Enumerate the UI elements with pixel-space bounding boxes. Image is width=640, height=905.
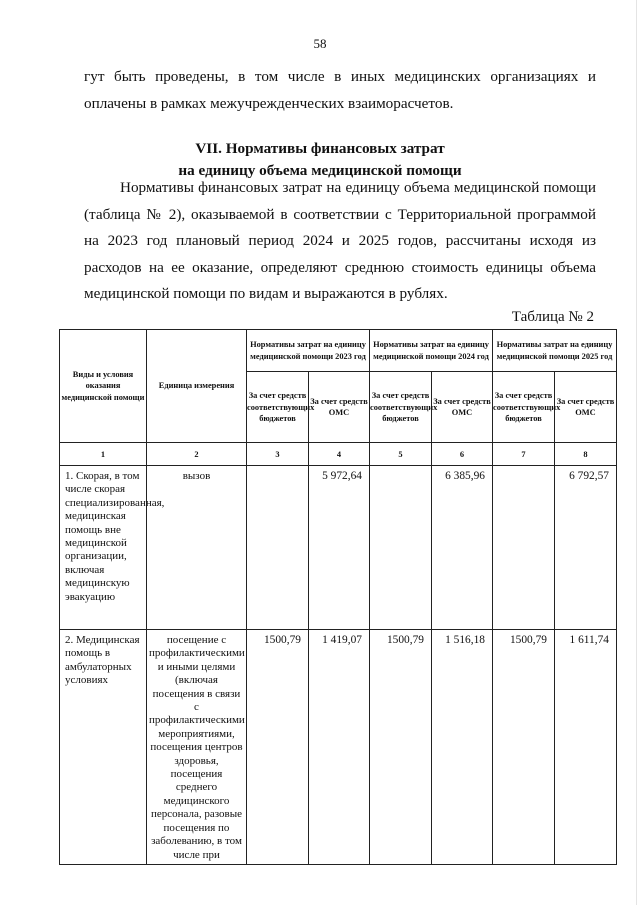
table-row (60, 630, 617, 865)
row-oms-2025: 6 792,57 (555, 466, 617, 630)
header-oms-2024: За счет средств ОМС (432, 372, 493, 443)
row-budget-2023 (247, 466, 309, 630)
section-title-line1: VII. Нормативы финансовых затрат (195, 140, 445, 157)
table-caption: Таблица № 2 (511, 309, 594, 325)
row-budget-2023: 1500,79 (247, 630, 309, 865)
header-oms-2025: За счет средств ОМС (555, 372, 617, 443)
row-budget-2025 (493, 466, 555, 630)
header-group-2025: Нормативы затрат на единицу медицинской помощи 2025 год (493, 330, 617, 372)
row-oms-2023: 1 419,07 (309, 630, 370, 865)
section-title-line2: на единицу объема медицинской помощи (178, 162, 462, 179)
row-budget-2025: 1500,79 (493, 630, 555, 865)
col-number: 8 (555, 443, 617, 466)
header-budget-2025: За счет средств соответствующих бюджетов (493, 372, 555, 443)
col-number: 1 (60, 443, 147, 466)
row-oms-2024: 6 385,96 (432, 466, 493, 630)
header-types: Виды и условия оказания медицинской помощи (60, 330, 147, 443)
page-number: 58 (313, 36, 327, 51)
row-unit: вызов (147, 466, 247, 630)
row-oms-2023: 5 972,64 (309, 466, 370, 630)
row-oms-2024: 1 516,18 (432, 630, 493, 865)
row-unit: посещение с профилактическими и иными целями (включая посещения в связи с профилактическими мероприятиями, посещения центров здоровья, посещения среднего медицинского персонала, разовые посещения по заболеванию, в том числе при (147, 630, 247, 865)
header-unit: Единица измерения (147, 330, 247, 443)
table-row (60, 466, 617, 630)
col-number: 6 (432, 443, 493, 466)
row-type: 1. Скорая, в том числе скорая специализированная, медицинская помощь вне медицинской организации, включая медицинскую эвакуацию (60, 466, 147, 630)
header-budget-2023: За счет средств соответствующих бюджетов (247, 372, 309, 443)
row-budget-2024: 1500,79 (370, 630, 432, 865)
section-paragraph: Нормативы финансовых затрат на единицу объема медицинской помощи (таблица № 2), оказываемой в соответствии с Территориальной программой на 2023 год плановый период 2024 и 2025 годов, рассчитаны исходя из расходов на ее оказание, определяют среднюю стоимость единицы объема медицинской помощи по видам и выражаются в рублях. (84, 179, 596, 303)
col-number: 5 (370, 443, 432, 466)
header-group-2023: Нормативы затрат на единицу медицинской помощи 2023 год (247, 330, 370, 372)
row-type: 2. Медицинская помощь в амбулаторных условиях (60, 630, 147, 865)
scan-edge-line (636, 0, 637, 905)
header-group-2024: Нормативы затрат на единицу медицинской помощи 2024 год (370, 330, 493, 372)
row-budget-2024 (370, 466, 432, 630)
continuation-paragraph: гут быть проведены, в том числе в иных медицинских организациях и оплачены в рамках межучрежденческих взаиморасчетов. (84, 68, 596, 112)
col-number: 4 (309, 443, 370, 466)
row-oms-2025: 1 611,74 (555, 630, 617, 865)
header-oms-2023: За счет средств ОМС (309, 372, 370, 443)
norms-table (59, 329, 617, 865)
header-budget-2024: За счет средств соответствующих бюджетов (370, 372, 432, 443)
col-number: 3 (247, 443, 309, 466)
col-number: 2 (147, 443, 247, 466)
col-number: 7 (493, 443, 555, 466)
